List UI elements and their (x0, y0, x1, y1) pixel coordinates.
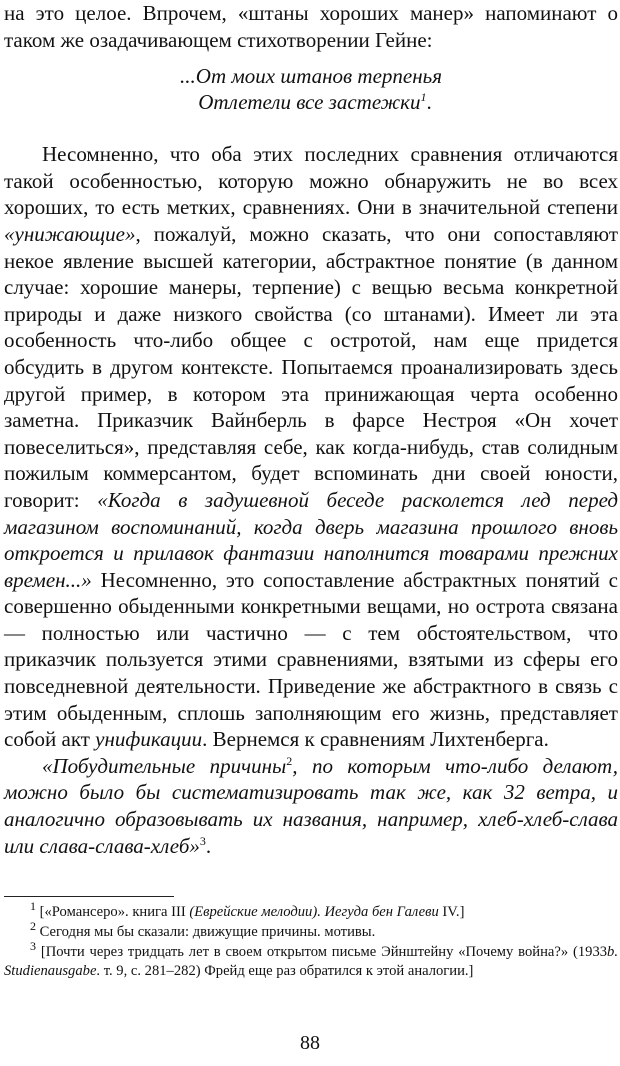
footnote-ref-3: 3 (199, 833, 206, 848)
verse-line-2: Отлетели все застежки$^1$. (198, 90, 432, 115)
verse-line-1: ...От моих штанов терпенья (180, 64, 442, 89)
footnote-3: $^3$ [Почти через тридцать лет в своем открытом письме Эйнштейну «Почему война?» (1933b. Studienausgabe. т. 9, с. 281–282) Фрейд еще раз обратился к этой аналогии.] (4, 938, 618, 980)
footnote-divider (4, 896, 174, 897)
emphasis-unification: унификации (95, 727, 203, 752)
quote-weinberl: «Когда в задушевной беседе расколется лед перед магазином воспоминаний, когда дверь магазина прошлого вновь откроется и прилавок фантазии наполнится товарами прежних времен...» (4, 487, 618, 592)
page-number: 88 (300, 1032, 320, 1054)
paragraph-intro: на это целое. Впрочем, «штаны хороших манер» напоминают о таком же озадачивающем стихотворении Гейне: (4, 1, 618, 52)
emphasis-demeaning: «унижающие» (4, 221, 136, 246)
footnote-ref-2: 2 (286, 753, 293, 768)
paragraph-comparisons: Несомненно, что оба этих последних сравнения отличаются такой особенностью, которую можно обнаружить не во всех хороших, то есть метких, сравнениях. Они в значительной степени «унижающие», пожалуй, можно сказать, что они сопоставляют некое явление высшей категории, абстрактное понятие (в данном случае: хорошие манеры, терпение) с вещью весьма конкретной природы и даже низкого свойства (со штанами). Имеет ли эта особенность что-либо общее с остротой, нам еще придется обсудить в другом контексте. Попытаемся проанализировать здесь другой пример, в котором эта принижающая черта особенно заметна. Приказчик Вайнберль в фарсе Нестроя «Он хочет повеселиться», представляя себе, как когда-нибудь, став солидным пожилым коммерсантом, будет вспоминать дни своей юности, говорит: «Когда в задушевной беседе расколется лед перед магазином воспоминаний, когда дверь магазина прошлого вновь откроется и прилавок фантазии наполнится товарами прежних времен...» Несомненно, это сопоставление абстрактных понятий с совершенно обыденными конкретными вещами, но острота связана — полностью или частично — с тем обстоятельством, что приказчик пользуется этими сравнениями, взятыми из сферы его повседневной деятельности. Приведение же абстрактного в связь с этим обыденным, сплошь заполняющим его жизнь, представляет собой акт унификации. Вернемся к сравнениям Лихтенберга. (4, 142, 618, 752)
paragraph-lichtenberg-quote: «Побудительные причины$^2$, по которым что-либо делают, можно было бы систематизировать так же, как 32 ветра, и аналогично образовывать их названия, например, хлеб-хлеб-слава или слава-слава-хлеб»$^3$. (4, 753, 618, 858)
footnote-ref-1: 1 (420, 90, 427, 105)
footnote-2: $^2$ Сегодня мы бы сказали: движущие причины. мотивы. (30, 918, 376, 940)
footnote-1: $^1$ [«Романсеро». книга III (Еврейские мелодии). Иегуда бен Галеви IV.] (30, 899, 465, 920)
main-text (4, 0, 618, 859)
verse-quote (4, 63, 618, 115)
footnotes (4, 899, 618, 982)
